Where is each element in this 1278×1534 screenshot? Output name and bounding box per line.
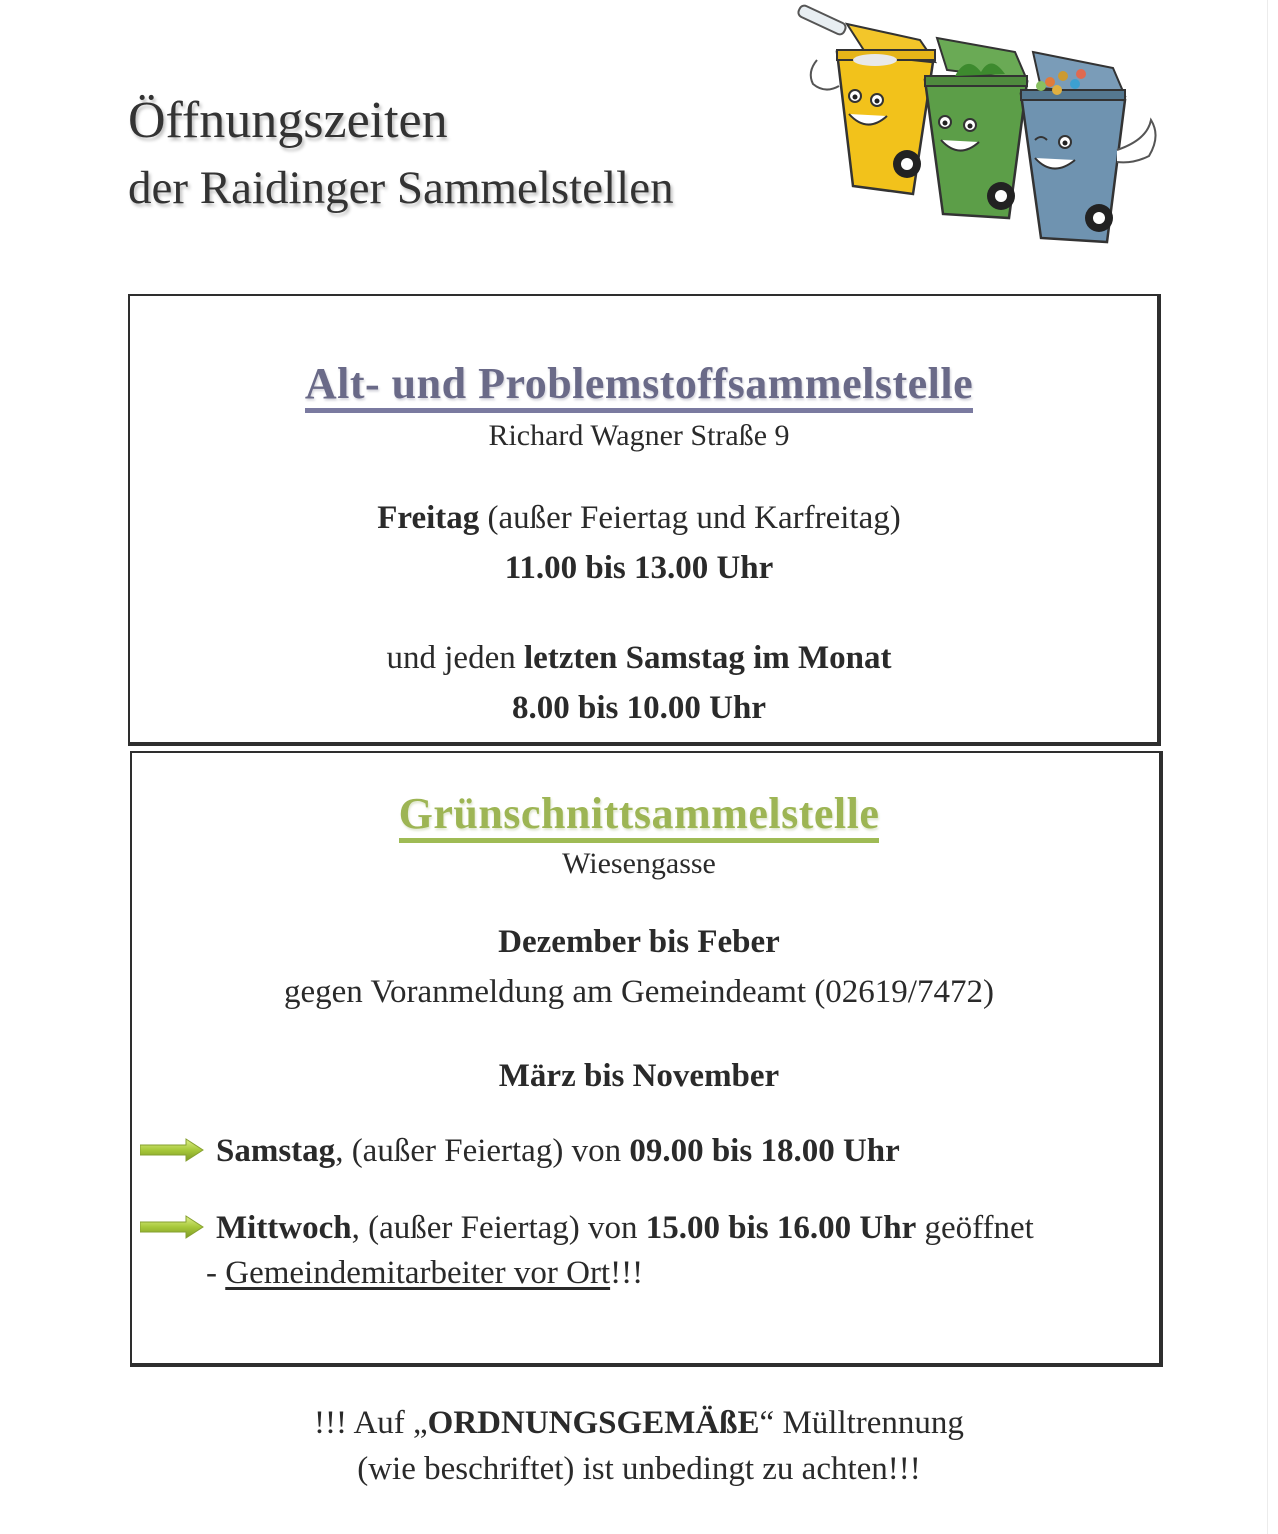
- friday-note: (außer Feiertag und Karfreitag): [479, 500, 901, 536]
- problemstoff-saturday-hours: 8.00 bis 10.00 Uhr: [512, 690, 766, 726]
- arrow-right-icon: [140, 1215, 204, 1239]
- problemstoff-friday-hours: 11.00 bis 13.00 Uhr: [504, 550, 774, 586]
- friday-label: Freitag: [377, 500, 480, 536]
- problemstoff-heading: Alt- und Problemstoffsammelstelle: [0, 356, 1278, 412]
- problemstoff-saturday-line: und jeden letzten Samstag im Monat: [386, 640, 892, 676]
- summer-saturday-item: Samstag, (außer Feiertag) von 09.00 bis 18.00 Uhr: [140, 1131, 900, 1171]
- summer-period: März bis November: [498, 1058, 780, 1094]
- page-edge: [1267, 0, 1268, 1534]
- title-line-2: der Raidinger Sammelstellen: [128, 162, 674, 214]
- footer-line-1: !!! Auf „ORDNUNGSGEMÄßE“ Mülltrennung: [314, 1405, 964, 1441]
- gruenschnitt-heading: Grünschnittsammelstelle: [0, 786, 1278, 842]
- winter-period: Dezember bis Feber: [498, 924, 780, 960]
- problemstoff-friday-line: [0, 498, 1278, 538]
- title-line-1: Öffnungszeiten: [128, 92, 448, 149]
- arrow-right-icon: [140, 1138, 204, 1162]
- summer-wednesday-item: Mittwoch, (außer Feiertag) von 15.00 bis 16.00 Uhr geöffnet: [140, 1208, 1034, 1248]
- page-title: [128, 86, 674, 218]
- winter-note: gegen Voranmeldung am Gemeindeamt (02619/7472): [284, 974, 994, 1010]
- problemstoff-address: Richard Wagner Straße 9: [488, 419, 790, 452]
- staff-note-line: - Gemeindemitarbeiter vor Ort!!!: [206, 1255, 644, 1291]
- waste-bins-mascots-icon: [795, 0, 1175, 255]
- gruenschnitt-address: Wiesengasse: [562, 847, 716, 880]
- footer-line-2: (wie beschriftet) ist unbedingt zu achten!!!: [357, 1451, 921, 1487]
- staff-note: Gemeindemitarbeiter vor Ort: [225, 1255, 611, 1291]
